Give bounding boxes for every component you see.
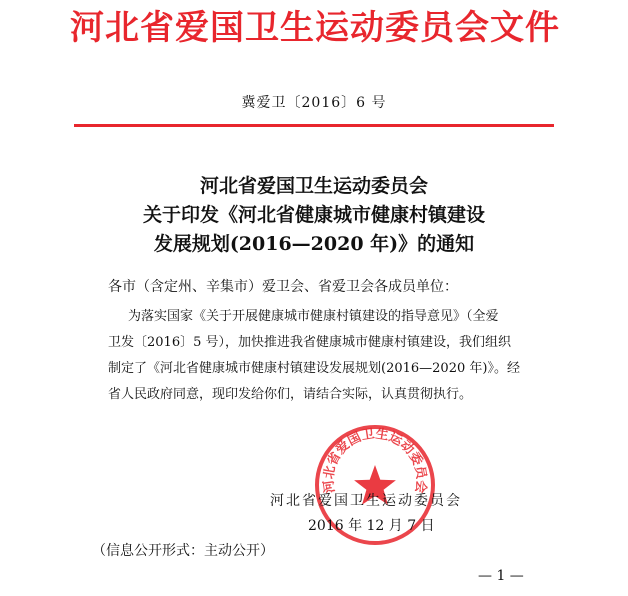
disclosure-note: （信息公开形式：主动公开） bbox=[92, 543, 274, 559]
document-number: 冀爱卫〔2016〕6 号 bbox=[241, 95, 387, 111]
svg-text:河北省爱国卫生运动委员会: 河北省爱国卫生运动委员会 bbox=[321, 426, 429, 494]
body-line-4: 省人民政府同意，现印发给你们，请结合实际，认真贯彻执行。 bbox=[108, 387, 473, 402]
red-divider bbox=[74, 124, 554, 127]
body-line-1: 为落实国家《关于开展健康城市健康村镇建设的指导意见》（全爱 bbox=[128, 309, 499, 324]
body-line-3: 制定了《河北省健康城市健康村镇建设发展规划(2016—2020 年)》。经 bbox=[108, 361, 520, 376]
title-line-1: 河北省爱国卫生运动委员会 bbox=[199, 175, 428, 197]
signature-organization: 河北省爱国卫生运动委员会 bbox=[270, 493, 462, 509]
salutation: 各市（含定州、辛集市）爱卫会、省爱卫会各成员单位： bbox=[108, 279, 458, 295]
body-line-2: 卫发〔2016〕5 号），加快推进我省健康城市健康村镇建设，我们组织 bbox=[108, 335, 511, 350]
page-number: — 1 — bbox=[478, 568, 524, 584]
title-line-3: 发展规划(2016—2020 年)》的通知 bbox=[153, 233, 475, 255]
title-line-2: 关于印发《河北省健康城市健康村镇建设 bbox=[142, 204, 485, 226]
masthead: 河北省爱国卫生运动委员会文件 bbox=[70, 8, 560, 48]
signature-date: 2016 年 12 月 7 日 bbox=[308, 518, 435, 534]
